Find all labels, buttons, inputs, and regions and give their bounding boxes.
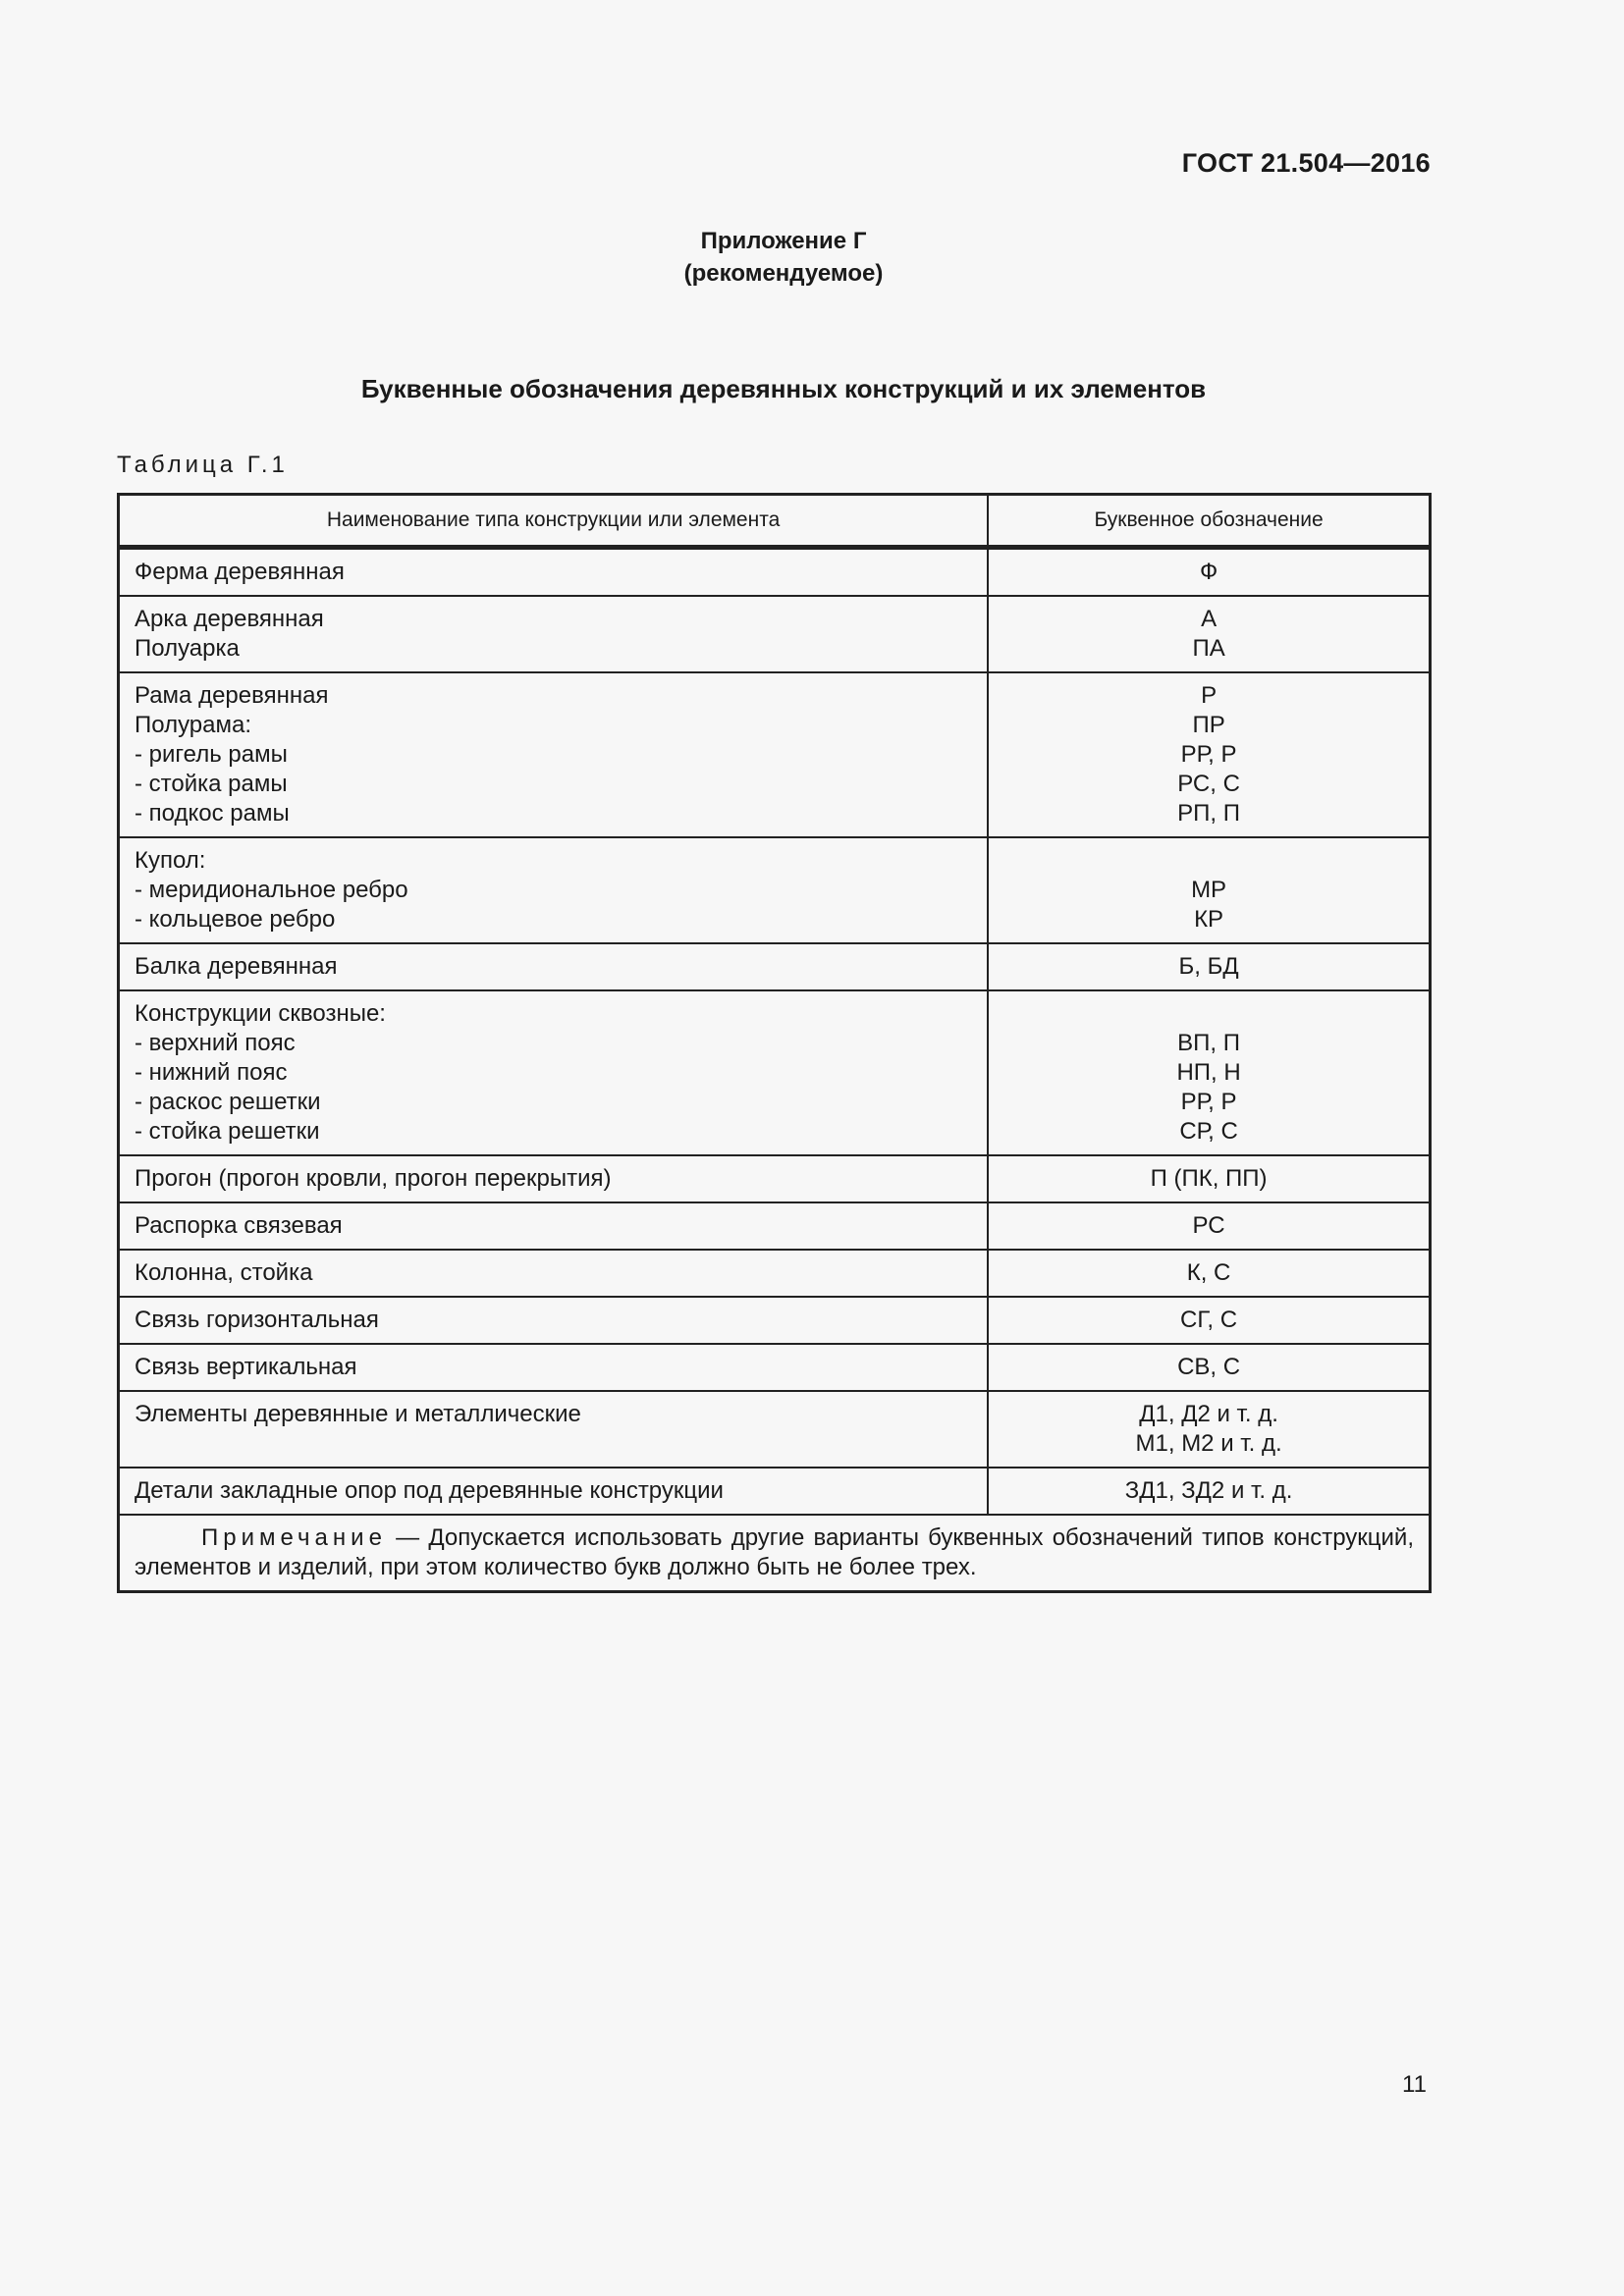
cell-letter-code [988, 548, 1430, 597]
code-line: ВП, П [1177, 1030, 1240, 1056]
cell-letter-code [988, 672, 1430, 837]
cell-construction-name [119, 672, 989, 837]
name-line: - верхний пояс [135, 1030, 296, 1056]
cell-construction-name [119, 1344, 989, 1391]
name-line: Ферма деревянная [135, 559, 345, 585]
name-line: Рама деревянная [135, 682, 329, 709]
name-line: Конструкции сквозные: [135, 1000, 386, 1027]
code-line: А [1201, 606, 1218, 632]
code-line: НП, Н [1176, 1059, 1241, 1086]
cell-letter-code [988, 943, 1430, 990]
cell-letter-code [988, 1391, 1430, 1468]
cell-letter-code [988, 596, 1430, 672]
appendix-heading [0, 225, 1567, 290]
table-caption: Таблица Г.1 [117, 452, 289, 478]
code-line: РП, П [1177, 800, 1240, 827]
appendix-subtitle: (рекомендуемое) [683, 260, 884, 287]
name-line: Распорка связевая [135, 1212, 343, 1239]
table-row [119, 548, 1431, 597]
name-line: Связь вертикальная [135, 1354, 357, 1380]
name-line: Детали закладные опор под деревянные конструкции [135, 1477, 724, 1504]
name-line: Арка деревянная [135, 606, 324, 632]
code-line: М1, М2 и т. д. [1135, 1430, 1282, 1457]
table-note [119, 1515, 1431, 1592]
cell-letter-code [988, 1202, 1430, 1250]
code-line: РР, Р [1180, 1089, 1237, 1115]
cell-letter-code [988, 990, 1430, 1155]
cell-construction-name [119, 1297, 989, 1344]
name-line: Колонна, стойка [135, 1259, 313, 1286]
table-row [119, 990, 1431, 1155]
name-line: Полуарка [135, 635, 240, 662]
code-line: РС [1192, 1212, 1225, 1239]
name-line: - стойка рамы [135, 771, 288, 797]
section-title: Буквенные обозначения деревянных конструкций и их элементов [360, 374, 1207, 403]
table-body [119, 548, 1431, 1592]
cell-letter-code [988, 1344, 1430, 1391]
code-line [1003, 999, 1414, 1029]
cell-letter-code [988, 1297, 1430, 1344]
code-line: СВ, С [1177, 1354, 1241, 1380]
cell-construction-name [119, 990, 989, 1155]
cell-construction-name [119, 596, 989, 672]
name-line: - кольцевое ребро [135, 906, 336, 933]
code-line: Р [1201, 682, 1218, 709]
cell-construction-name [119, 1468, 989, 1515]
designations-table [117, 493, 1432, 1593]
table-row [119, 837, 1431, 943]
name-line: - ригель рамы [135, 741, 288, 768]
name-line: Балка деревянная [135, 953, 338, 980]
code-line: КР [1194, 906, 1224, 933]
name-line: Купол: [135, 847, 206, 874]
table-row [119, 1250, 1431, 1297]
column-header-code: Буквенное обозначение [988, 495, 1430, 548]
cell-letter-code [988, 837, 1430, 943]
code-line: Д1, Д2 и т. д. [1139, 1401, 1278, 1427]
code-line: П (ПК, ПП) [1150, 1165, 1268, 1192]
table-row [119, 1391, 1431, 1468]
table-row [119, 1155, 1431, 1202]
cell-construction-name [119, 943, 989, 990]
code-line: Ф [1199, 559, 1218, 585]
name-line: - нижний пояс [135, 1059, 288, 1086]
document-code: ГОСТ 21.504—2016 [1181, 148, 1431, 178]
note-text: — Допускается использовать другие варианты буквенных обозначений типов конструкций, элементов и изделий, при этом количество букв должно быть не более трех. [135, 1524, 1414, 1580]
code-line: ПР [1192, 712, 1225, 738]
name-line: Связь горизонтальная [135, 1307, 379, 1333]
cell-construction-name [119, 1250, 989, 1297]
page-number: 11 [1402, 2071, 1427, 2098]
table-note-row [119, 1515, 1431, 1592]
code-line: СГ, С [1180, 1307, 1238, 1333]
cell-letter-code [988, 1250, 1430, 1297]
code-line: МР [1191, 877, 1227, 903]
name-line: Прогон (прогон кровли, прогон перекрытия) [135, 1165, 612, 1192]
table-header-row [119, 495, 1431, 548]
code-line: СР, С [1179, 1118, 1238, 1145]
name-line: Элементы деревянные и металлические [135, 1401, 581, 1427]
code-line: ЗД1, ЗД2 и т. д. [1124, 1477, 1293, 1504]
code-line: Б, БД [1178, 953, 1239, 980]
table-row [119, 943, 1431, 990]
code-line: К, С [1186, 1259, 1231, 1286]
cell-letter-code [988, 1155, 1430, 1202]
cell-construction-name [119, 1155, 989, 1202]
cell-construction-name [119, 548, 989, 597]
note-label: Примечание [201, 1524, 387, 1551]
appendix-title: Приложение Г [700, 228, 867, 254]
table-row [119, 596, 1431, 672]
name-line: - меридиональное ребро [135, 877, 408, 903]
code-line: РР, Р [1180, 741, 1237, 768]
table-row [119, 672, 1431, 837]
column-header-name: Наименование типа конструкции или элемента [119, 495, 989, 548]
cell-construction-name [119, 1391, 989, 1468]
table-row [119, 1202, 1431, 1250]
cell-construction-name [119, 1202, 989, 1250]
name-line: Полурама: [135, 712, 252, 738]
code-line: РС, С [1177, 771, 1240, 797]
name-line: - подкос рамы [135, 800, 290, 827]
table-row [119, 1468, 1431, 1515]
code-line: ПА [1192, 635, 1225, 662]
name-line: - раскос решетки [135, 1089, 321, 1115]
cell-construction-name [119, 837, 989, 943]
table-row [119, 1297, 1431, 1344]
cell-letter-code [988, 1468, 1430, 1515]
table-row [119, 1344, 1431, 1391]
name-line: - стойка решетки [135, 1118, 320, 1145]
code-line [1003, 846, 1414, 876]
